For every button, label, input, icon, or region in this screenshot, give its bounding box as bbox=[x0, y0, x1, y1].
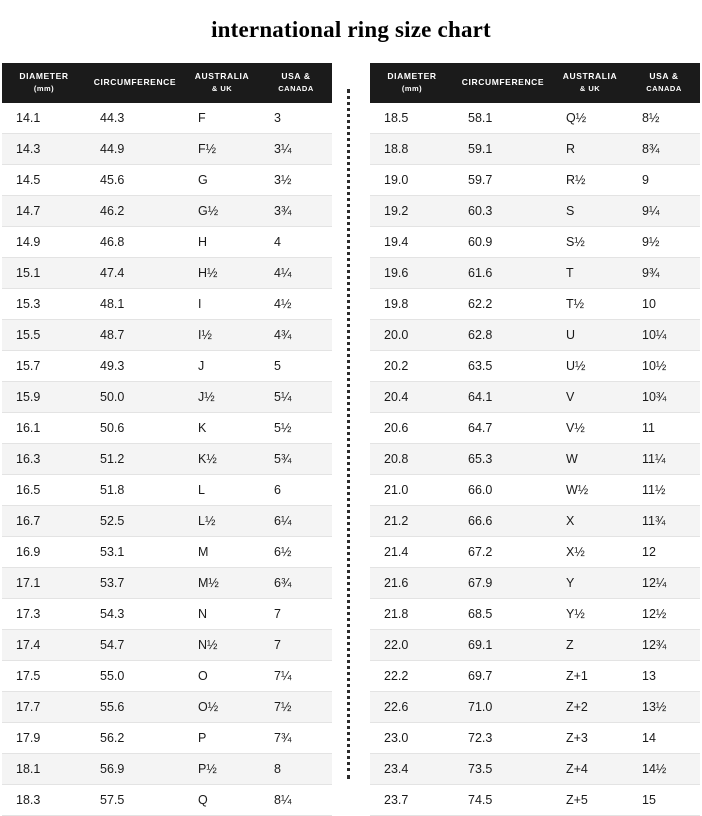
cell-australia-uk: Z+2 bbox=[552, 691, 628, 722]
table-row bbox=[370, 567, 700, 598]
cell-usa-canada: 7 bbox=[260, 629, 332, 660]
cell-circumference: 50.0 bbox=[86, 381, 184, 412]
table-row bbox=[2, 505, 332, 536]
cell-usa-canada: 6¼ bbox=[260, 505, 332, 536]
cell-usa-canada: 8 bbox=[260, 753, 332, 784]
cell-diameter: 16.5 bbox=[2, 474, 86, 505]
cell-australia-uk: F bbox=[184, 103, 260, 134]
table-row bbox=[370, 474, 700, 505]
cell-australia-uk: Z+1 bbox=[552, 660, 628, 691]
cell-circumference: 54.3 bbox=[86, 598, 184, 629]
cell-usa-canada: 15 bbox=[628, 784, 700, 815]
cell-australia-uk: L bbox=[184, 474, 260, 505]
table-row bbox=[370, 753, 700, 784]
cell-usa-canada: 5¼ bbox=[260, 381, 332, 412]
table-row bbox=[370, 536, 700, 567]
table-row bbox=[370, 381, 700, 412]
table-row bbox=[2, 598, 332, 629]
cell-australia-uk: H bbox=[184, 226, 260, 257]
ring-size-table-left bbox=[2, 63, 332, 816]
table-row bbox=[370, 103, 700, 134]
table-row bbox=[2, 443, 332, 474]
cell-diameter: 22.0 bbox=[370, 629, 454, 660]
table-row bbox=[2, 226, 332, 257]
cell-diameter: 19.6 bbox=[370, 257, 454, 288]
cell-circumference: 66.0 bbox=[454, 474, 552, 505]
table-row bbox=[2, 691, 332, 722]
cell-circumference: 59.7 bbox=[454, 164, 552, 195]
table-row bbox=[2, 567, 332, 598]
column-header-usa-label: USA & bbox=[281, 70, 311, 81]
table-row bbox=[2, 319, 332, 350]
cell-australia-uk: Z+3 bbox=[552, 722, 628, 753]
cell-diameter: 22.2 bbox=[370, 660, 454, 691]
cell-circumference: 60.9 bbox=[454, 226, 552, 257]
cell-diameter: 16.7 bbox=[2, 505, 86, 536]
cell-usa-canada: 7½ bbox=[260, 691, 332, 722]
table-row bbox=[2, 784, 332, 815]
cell-diameter: 20.4 bbox=[370, 381, 454, 412]
cell-circumference: 60.3 bbox=[454, 195, 552, 226]
cell-usa-canada: 12¾ bbox=[628, 629, 700, 660]
cell-australia-uk: Z+4 bbox=[552, 753, 628, 784]
column-header-circumference-label: CIRCUMFERENCE bbox=[461, 76, 545, 87]
cell-usa-canada: 11 bbox=[628, 412, 700, 443]
cell-usa-canada: 7 bbox=[260, 598, 332, 629]
cell-circumference: 62.8 bbox=[454, 319, 552, 350]
cell-circumference: 51.2 bbox=[86, 443, 184, 474]
table-row bbox=[370, 505, 700, 536]
cell-usa-canada: 11¼ bbox=[628, 443, 700, 474]
cell-diameter: 22.6 bbox=[370, 691, 454, 722]
cell-usa-canada: 9¾ bbox=[628, 257, 700, 288]
cell-usa-canada: 9½ bbox=[628, 226, 700, 257]
cell-australia-uk: J½ bbox=[184, 381, 260, 412]
cell-diameter: 15.7 bbox=[2, 350, 86, 381]
cell-australia-uk: Q½ bbox=[552, 103, 628, 134]
cell-usa-canada: 12½ bbox=[628, 598, 700, 629]
cell-australia-uk: R½ bbox=[552, 164, 628, 195]
cell-usa-canada: 9 bbox=[628, 164, 700, 195]
cell-diameter: 19.0 bbox=[370, 164, 454, 195]
column-header-uk-label: & UK bbox=[579, 83, 601, 93]
cell-circumference: 46.8 bbox=[86, 226, 184, 257]
cell-australia-uk: M½ bbox=[184, 567, 260, 598]
cell-usa-canada: 12¼ bbox=[628, 567, 700, 598]
cell-circumference: 71.0 bbox=[454, 691, 552, 722]
table-row bbox=[2, 629, 332, 660]
cell-circumference: 59.1 bbox=[454, 133, 552, 164]
cell-australia-uk: N½ bbox=[184, 629, 260, 660]
table-row bbox=[370, 257, 700, 288]
table-row bbox=[370, 195, 700, 226]
cell-australia-uk: W bbox=[552, 443, 628, 474]
table-row bbox=[370, 164, 700, 195]
ring-size-table-right bbox=[370, 63, 700, 816]
cell-australia-uk: Y bbox=[552, 567, 628, 598]
table-row bbox=[370, 598, 700, 629]
cell-diameter: 15.3 bbox=[2, 288, 86, 319]
cell-circumference: 46.2 bbox=[86, 195, 184, 226]
cell-circumference: 44.9 bbox=[86, 133, 184, 164]
cell-usa-canada: 14 bbox=[628, 722, 700, 753]
cell-circumference: 58.1 bbox=[454, 103, 552, 134]
cell-circumference: 74.5 bbox=[454, 784, 552, 815]
column-header-canada-label: CANADA bbox=[278, 83, 314, 93]
column-header-circumference bbox=[454, 63, 552, 103]
cell-usa-canada: 6 bbox=[260, 474, 332, 505]
cell-circumference: 67.9 bbox=[454, 567, 552, 598]
table-row bbox=[370, 784, 700, 815]
right-table-wrap bbox=[370, 63, 700, 816]
column-header-usa-canada bbox=[260, 63, 332, 103]
cell-diameter: 23.4 bbox=[370, 753, 454, 784]
cell-usa-canada: 3½ bbox=[260, 164, 332, 195]
table-row bbox=[370, 691, 700, 722]
cell-circumference: 68.5 bbox=[454, 598, 552, 629]
cell-diameter: 20.0 bbox=[370, 319, 454, 350]
cell-australia-uk: O½ bbox=[184, 691, 260, 722]
cell-diameter: 21.6 bbox=[370, 567, 454, 598]
cell-australia-uk: J bbox=[184, 350, 260, 381]
cell-usa-canada: 7¼ bbox=[260, 660, 332, 691]
cell-diameter: 20.6 bbox=[370, 412, 454, 443]
cell-diameter: 14.7 bbox=[2, 195, 86, 226]
cell-australia-uk: S½ bbox=[552, 226, 628, 257]
cell-circumference: 66.6 bbox=[454, 505, 552, 536]
cell-diameter: 21.8 bbox=[370, 598, 454, 629]
cell-diameter: 18.1 bbox=[2, 753, 86, 784]
cell-diameter: 17.1 bbox=[2, 567, 86, 598]
table-row bbox=[2, 257, 332, 288]
table-row bbox=[2, 164, 332, 195]
cell-usa-canada: 13½ bbox=[628, 691, 700, 722]
column-header-canada-label: CANADA bbox=[646, 83, 682, 93]
cell-circumference: 56.2 bbox=[86, 722, 184, 753]
cell-usa-canada: 13 bbox=[628, 660, 700, 691]
header-row bbox=[2, 63, 332, 103]
tables-container bbox=[0, 63, 702, 816]
cell-usa-canada: 10 bbox=[628, 288, 700, 319]
cell-circumference: 45.6 bbox=[86, 164, 184, 195]
cell-usa-canada: 4¾ bbox=[260, 319, 332, 350]
cell-diameter: 23.0 bbox=[370, 722, 454, 753]
cell-circumference: 73.5 bbox=[454, 753, 552, 784]
table-row bbox=[2, 350, 332, 381]
cell-australia-uk: I½ bbox=[184, 319, 260, 350]
cell-diameter: 19.2 bbox=[370, 195, 454, 226]
cell-diameter: 17.5 bbox=[2, 660, 86, 691]
cell-diameter: 15.5 bbox=[2, 319, 86, 350]
table-row bbox=[2, 381, 332, 412]
cell-australia-uk: S bbox=[552, 195, 628, 226]
cell-circumference: 47.4 bbox=[86, 257, 184, 288]
cell-circumference: 55.6 bbox=[86, 691, 184, 722]
cell-diameter: 20.8 bbox=[370, 443, 454, 474]
cell-diameter: 19.4 bbox=[370, 226, 454, 257]
cell-circumference: 57.5 bbox=[86, 784, 184, 815]
cell-diameter: 19.8 bbox=[370, 288, 454, 319]
cell-usa-canada: 7¾ bbox=[260, 722, 332, 753]
cell-circumference: 69.7 bbox=[454, 660, 552, 691]
dotted-divider bbox=[347, 89, 356, 779]
left-table-wrap bbox=[2, 63, 332, 816]
column-header-diameter bbox=[370, 63, 454, 103]
cell-circumference: 51.8 bbox=[86, 474, 184, 505]
cell-circumference: 53.1 bbox=[86, 536, 184, 567]
cell-diameter: 20.2 bbox=[370, 350, 454, 381]
cell-circumference: 50.6 bbox=[86, 412, 184, 443]
column-header-circumference bbox=[86, 63, 184, 103]
cell-diameter: 17.7 bbox=[2, 691, 86, 722]
cell-circumference: 65.3 bbox=[454, 443, 552, 474]
header-row bbox=[370, 63, 700, 103]
cell-australia-uk: F½ bbox=[184, 133, 260, 164]
cell-circumference: 52.5 bbox=[86, 505, 184, 536]
cell-usa-canada: 9¼ bbox=[628, 195, 700, 226]
cell-usa-canada: 5 bbox=[260, 350, 332, 381]
table-row bbox=[2, 536, 332, 567]
cell-diameter: 18.8 bbox=[370, 133, 454, 164]
table-row bbox=[2, 753, 332, 784]
cell-australia-uk: U½ bbox=[552, 350, 628, 381]
table-row bbox=[370, 629, 700, 660]
cell-australia-uk: P½ bbox=[184, 753, 260, 784]
cell-australia-uk: X bbox=[552, 505, 628, 536]
table-row bbox=[370, 133, 700, 164]
table-row bbox=[370, 412, 700, 443]
cell-usa-canada: 3¼ bbox=[260, 133, 332, 164]
cell-circumference: 54.7 bbox=[86, 629, 184, 660]
cell-diameter: 16.3 bbox=[2, 443, 86, 474]
table-row bbox=[2, 660, 332, 691]
cell-usa-canada: 10¼ bbox=[628, 319, 700, 350]
cell-diameter: 16.1 bbox=[2, 412, 86, 443]
table-row bbox=[370, 443, 700, 474]
cell-australia-uk: Y½ bbox=[552, 598, 628, 629]
cell-usa-canada: 8½ bbox=[628, 103, 700, 134]
cell-usa-canada: 11¾ bbox=[628, 505, 700, 536]
cell-diameter: 14.5 bbox=[2, 164, 86, 195]
cell-australia-uk: U bbox=[552, 319, 628, 350]
cell-australia-uk: I bbox=[184, 288, 260, 319]
cell-diameter: 18.5 bbox=[370, 103, 454, 134]
page-title: international ring size chart bbox=[211, 17, 491, 43]
cell-diameter: 18.3 bbox=[2, 784, 86, 815]
cell-australia-uk: T½ bbox=[552, 288, 628, 319]
cell-circumference: 72.3 bbox=[454, 722, 552, 753]
cell-australia-uk: G bbox=[184, 164, 260, 195]
table-row bbox=[370, 319, 700, 350]
cell-circumference: 44.3 bbox=[86, 103, 184, 134]
table-header-left bbox=[2, 63, 332, 103]
cell-usa-canada: 14½ bbox=[628, 753, 700, 784]
cell-australia-uk: N bbox=[184, 598, 260, 629]
cell-circumference: 48.7 bbox=[86, 319, 184, 350]
cell-australia-uk: K½ bbox=[184, 443, 260, 474]
cell-diameter: 16.9 bbox=[2, 536, 86, 567]
cell-usa-canada: 8¼ bbox=[260, 784, 332, 815]
table-row bbox=[370, 350, 700, 381]
table-row bbox=[2, 474, 332, 505]
column-header-usa-canada bbox=[628, 63, 700, 103]
column-header-australia-uk bbox=[552, 63, 628, 103]
cell-usa-canada: 11½ bbox=[628, 474, 700, 505]
cell-australia-uk: P bbox=[184, 722, 260, 753]
column-header-australia-label: AUSTRALIA bbox=[194, 70, 250, 81]
cell-diameter: 17.3 bbox=[2, 598, 86, 629]
cell-diameter: 21.2 bbox=[370, 505, 454, 536]
cell-circumference: 62.2 bbox=[454, 288, 552, 319]
cell-australia-uk: L½ bbox=[184, 505, 260, 536]
table-body-left bbox=[2, 103, 332, 816]
cell-circumference: 48.1 bbox=[86, 288, 184, 319]
column-header-australia-label: AUSTRALIA bbox=[562, 70, 618, 81]
ring-size-chart-page bbox=[0, 15, 702, 807]
cell-usa-canada: 3¾ bbox=[260, 195, 332, 226]
cell-australia-uk: Z+5 bbox=[552, 784, 628, 815]
cell-diameter: 14.1 bbox=[2, 103, 86, 134]
cell-usa-canada: 6½ bbox=[260, 536, 332, 567]
cell-circumference: 55.0 bbox=[86, 660, 184, 691]
cell-australia-uk: O bbox=[184, 660, 260, 691]
cell-australia-uk: R bbox=[552, 133, 628, 164]
cell-australia-uk: X½ bbox=[552, 536, 628, 567]
cell-circumference: 53.7 bbox=[86, 567, 184, 598]
cell-australia-uk: V bbox=[552, 381, 628, 412]
cell-usa-canada: 6¾ bbox=[260, 567, 332, 598]
table-row bbox=[2, 195, 332, 226]
cell-diameter: 15.9 bbox=[2, 381, 86, 412]
column-header-usa-label: USA & bbox=[649, 70, 679, 81]
cell-usa-canada: 4 bbox=[260, 226, 332, 257]
cell-usa-canada: 4½ bbox=[260, 288, 332, 319]
table-row bbox=[2, 103, 332, 134]
column-header-diameter-label: DIAMETER bbox=[19, 70, 69, 81]
cell-diameter: 14.3 bbox=[2, 133, 86, 164]
cell-diameter: 21.4 bbox=[370, 536, 454, 567]
cell-diameter: 15.1 bbox=[2, 257, 86, 288]
cell-australia-uk: M bbox=[184, 536, 260, 567]
column-header-diameter-unit: (mm) bbox=[401, 83, 423, 93]
cell-diameter: 17.4 bbox=[2, 629, 86, 660]
cell-australia-uk: K bbox=[184, 412, 260, 443]
table-row bbox=[2, 412, 332, 443]
cell-circumference: 67.2 bbox=[454, 536, 552, 567]
cell-australia-uk: T bbox=[552, 257, 628, 288]
cell-usa-canada: 8¾ bbox=[628, 133, 700, 164]
cell-usa-canada: 5¾ bbox=[260, 443, 332, 474]
cell-australia-uk: W½ bbox=[552, 474, 628, 505]
table-row bbox=[370, 660, 700, 691]
column-header-uk-label: & UK bbox=[211, 83, 233, 93]
cell-circumference: 56.9 bbox=[86, 753, 184, 784]
cell-circumference: 61.6 bbox=[454, 257, 552, 288]
cell-usa-canada: 10¾ bbox=[628, 381, 700, 412]
cell-circumference: 64.7 bbox=[454, 412, 552, 443]
table-row bbox=[370, 226, 700, 257]
column-header-diameter bbox=[2, 63, 86, 103]
table-header-right bbox=[370, 63, 700, 103]
cell-usa-canada: 5½ bbox=[260, 412, 332, 443]
column-header-australia-uk bbox=[184, 63, 260, 103]
cell-usa-canada: 3 bbox=[260, 103, 332, 134]
cell-circumference: 64.1 bbox=[454, 381, 552, 412]
cell-diameter: 14.9 bbox=[2, 226, 86, 257]
column-header-diameter-unit: (mm) bbox=[33, 83, 55, 93]
cell-diameter: 17.9 bbox=[2, 722, 86, 753]
cell-usa-canada: 12 bbox=[628, 536, 700, 567]
table-row bbox=[370, 288, 700, 319]
cell-circumference: 69.1 bbox=[454, 629, 552, 660]
column-header-circumference-label: CIRCUMFERENCE bbox=[93, 76, 177, 87]
cell-usa-canada: 4¼ bbox=[260, 257, 332, 288]
cell-australia-uk: Q bbox=[184, 784, 260, 815]
table-body-right bbox=[370, 103, 700, 816]
cell-diameter: 23.7 bbox=[370, 784, 454, 815]
table-row bbox=[2, 288, 332, 319]
table-row bbox=[2, 133, 332, 164]
column-header-diameter-label: DIAMETER bbox=[387, 70, 437, 81]
cell-australia-uk: G½ bbox=[184, 195, 260, 226]
table-row bbox=[2, 722, 332, 753]
cell-diameter: 21.0 bbox=[370, 474, 454, 505]
cell-usa-canada: 10½ bbox=[628, 350, 700, 381]
cell-australia-uk: H½ bbox=[184, 257, 260, 288]
cell-australia-uk: V½ bbox=[552, 412, 628, 443]
cell-australia-uk: Z bbox=[552, 629, 628, 660]
cell-circumference: 49.3 bbox=[86, 350, 184, 381]
table-row bbox=[370, 722, 700, 753]
cell-circumference: 63.5 bbox=[454, 350, 552, 381]
